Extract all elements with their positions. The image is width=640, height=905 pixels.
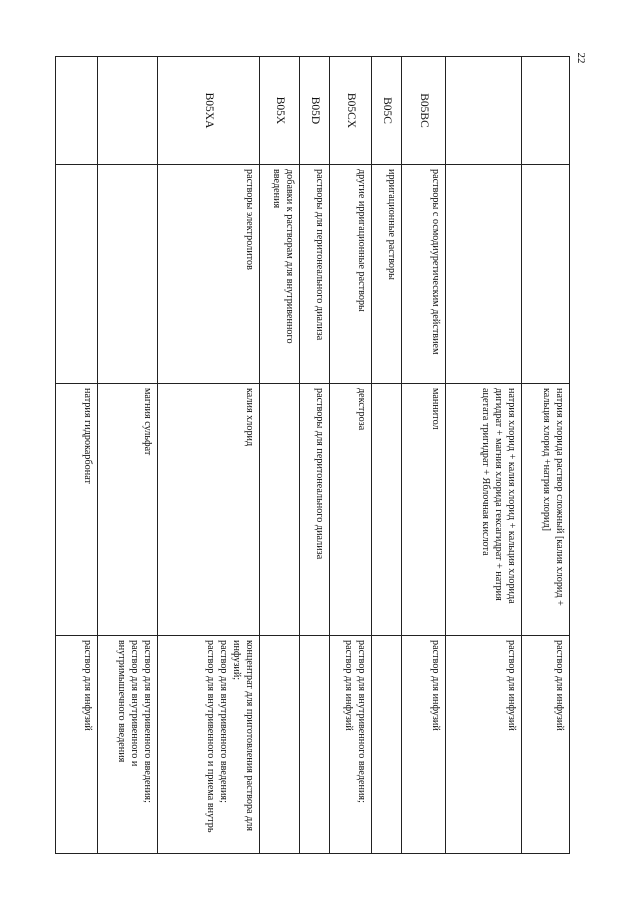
atc-code-cell: B05X	[260, 57, 300, 165]
atc-code-cell: B05XA	[158, 57, 260, 165]
forms-cell	[402, 636, 446, 854]
substance-cell: декстроза	[330, 384, 372, 636]
page-number: 22	[575, 52, 587, 64]
form-line: раствор для внутривенного и внутримышечного введения	[116, 640, 140, 767]
atc-code-cell	[446, 57, 522, 165]
forms-cell	[98, 636, 158, 854]
table-row	[158, 57, 260, 854]
group-cell: ирригационные растворы	[372, 165, 402, 384]
atc-code-cell: B05C	[372, 57, 402, 165]
group-cell: растворы с осмодиуретическим действием	[402, 165, 446, 384]
forms-cell	[446, 636, 522, 854]
table-row	[98, 57, 158, 854]
table-row	[300, 57, 330, 854]
substance-cell: натрия гидрокарбонат	[56, 384, 98, 636]
substance-cell: калия хлорид	[158, 384, 260, 636]
rotated-page	[56, 56, 570, 853]
substance-cell	[260, 384, 300, 636]
forms-cell	[300, 636, 330, 854]
form-line: раствор для инфузий	[430, 640, 441, 731]
forms-cell	[260, 636, 300, 854]
form-line: концентрат для приготовления раствора для инфузий;	[231, 640, 255, 832]
group-cell	[98, 165, 158, 384]
form-line: раствор для внутривенного введения;	[218, 640, 229, 803]
drug-table	[55, 56, 570, 854]
forms-cell	[330, 636, 372, 854]
form-line: раствор для инфузий	[506, 640, 517, 731]
substance-cell	[372, 384, 402, 636]
forms-cell	[522, 636, 570, 854]
substance-cell: натрия хлорида раствор сложный [калия хлорид + кальция хлорид +натрия хлорид]	[522, 384, 570, 636]
atc-code-cell: B05CX	[330, 57, 372, 165]
substance-cell: маннитол	[402, 384, 446, 636]
group-cell	[446, 165, 522, 384]
table-row	[402, 57, 446, 854]
table-row	[260, 57, 300, 854]
atc-code-cell	[56, 57, 98, 165]
table-row	[522, 57, 570, 854]
form-line: раствор для инфузий	[82, 640, 93, 731]
group-cell	[522, 165, 570, 384]
forms-cell	[372, 636, 402, 854]
table-row	[372, 57, 402, 854]
group-cell: другие ирригационные растворы	[330, 165, 372, 384]
atc-code-cell	[98, 57, 158, 165]
atc-code-cell: B05D	[300, 57, 330, 165]
atc-code-cell	[522, 57, 570, 165]
forms-cell	[56, 636, 98, 854]
group-cell: растворы для перитонеального диализа	[300, 165, 330, 384]
substance-cell: магния сульфат	[98, 384, 158, 636]
table-row	[330, 57, 372, 854]
group-cell: растворы электролитов	[158, 165, 260, 384]
form-line: раствор для внутривенного и приема внутрь	[205, 640, 216, 833]
substance-cell: натрия хлорид + калия хлорид + кальция хлорида дигидрат + магния хлорида гексагидрат + натрия ацетата тригидрат + Яблочная кислота	[446, 384, 522, 636]
substance-cell: растворы для перитонеального диализа	[300, 384, 330, 636]
atc-code-cell: B05BC	[402, 57, 446, 165]
form-line: раствор для инфузий	[554, 640, 565, 731]
group-cell	[56, 165, 98, 384]
form-line: раствор для инфузий	[343, 640, 354, 731]
form-line: раствор для внутривенного введения;	[142, 640, 153, 803]
table-row	[56, 57, 98, 854]
form-line: раствор для внутривенного введения;	[356, 640, 367, 803]
table-row	[446, 57, 522, 854]
group-cell: добавки к растворам для внутривенного введения	[260, 165, 300, 384]
forms-cell	[158, 636, 260, 854]
